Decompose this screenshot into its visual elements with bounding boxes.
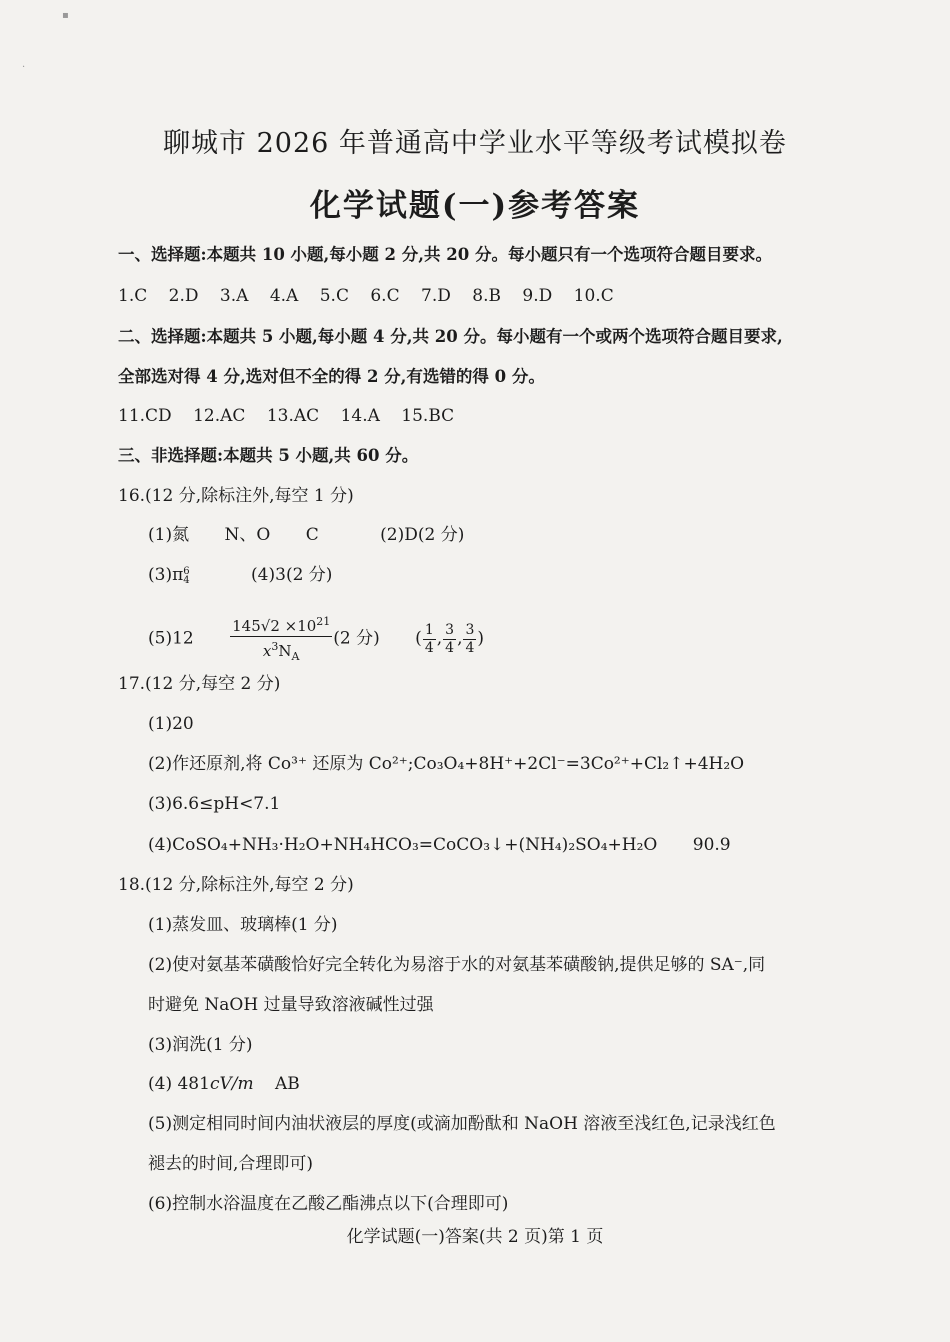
q16-p3-sup: 6 xyxy=(183,565,190,577)
q18-p4-label: (4) 481 xyxy=(148,1074,210,1094)
q17-part2: (2)作还原剂,将 Co³⁺ 还原为 Co²⁺;Co₃O₄+8H⁺+2Cl⁻=3Co²⁺+Cl₂↑+4H₂O xyxy=(148,754,745,774)
section3-heading: 三、非选择题:本题共 5 小题,共 60 分。 xyxy=(118,446,419,465)
coord-sep-2: , xyxy=(457,628,463,649)
coord-z-den: 4 xyxy=(465,639,475,656)
coord-x-den: 4 xyxy=(424,639,434,656)
coord-x xyxy=(423,622,436,657)
q16-p2: (2)D(2 分) xyxy=(380,525,465,545)
answer-2: 2.D xyxy=(168,286,199,306)
q16-p3-sub: 4 xyxy=(183,574,190,586)
answer-4: 4.A xyxy=(269,286,299,306)
q18-part5-line2: 褪去的时间,合理即可) xyxy=(148,1154,314,1174)
q18-part4 xyxy=(148,1072,300,1096)
answer-3: 3.A xyxy=(219,286,249,306)
q17-header: 17.(12 分,每空 2 分) xyxy=(118,674,281,694)
q18-part1: (1)蒸发皿、玻璃棒(1 分) xyxy=(148,915,338,935)
coord-y-den: 4 xyxy=(445,639,455,656)
q18-part5-line1: (5)测定相同时间内油状液层的厚度(或滴加酚酞和 NaOH 溶液至浅红色,记录浅红色 xyxy=(148,1114,776,1134)
q17-part4 xyxy=(148,833,731,857)
answer-12: 12.AC xyxy=(193,406,246,426)
q16-header: 16.(12 分,除标注外,每空 1 分) xyxy=(118,486,354,506)
q16-p1-b: C xyxy=(305,525,319,545)
q16-p5-den-b: N xyxy=(278,642,292,660)
coord-z xyxy=(463,622,476,657)
coord-sep-1: , xyxy=(436,628,443,649)
q17-part1: (1)20 xyxy=(148,714,194,734)
page-footer: 化学试题(一)答案(共 2 页)第 1 页 xyxy=(346,1227,604,1247)
answer-5: 5.C xyxy=(319,286,349,306)
section1-answers xyxy=(118,284,614,308)
q17-part3: (3)6.6≤pH<7.1 xyxy=(148,794,281,814)
coord-y-num: 3 xyxy=(445,621,455,638)
q18-part2-line2: 时避免 NaOH 过量导致溶液碱性过强 xyxy=(148,995,434,1015)
q16-p3-label: (3)π xyxy=(148,565,184,585)
answer-14: 14.A xyxy=(340,406,380,426)
answer-1: 1.C xyxy=(118,286,148,306)
q16-p5-label: (5)12 xyxy=(148,628,194,649)
q18-part6: (6)控制水浴温度在乙酸乙酯沸点以下(合理即可) xyxy=(148,1194,509,1214)
q17-p4-value: 90.9 xyxy=(692,835,731,855)
exam-title: 聊城市 2026 年普通高中学业水平等级考试模拟卷 xyxy=(163,128,787,159)
answer-6: 6.C xyxy=(370,286,400,306)
scan-speck: · xyxy=(22,62,26,73)
q18-p4-expr: cV/m xyxy=(209,1074,254,1094)
q16-part1-2 xyxy=(148,523,464,547)
section2-answers xyxy=(118,404,454,428)
q16-part5 xyxy=(148,612,484,666)
answer-13: 13.AC xyxy=(266,406,320,426)
q16-p1-a: N、O xyxy=(224,525,271,545)
q16-p5-num: 145√2 ×10 xyxy=(232,617,317,635)
q16-part3-4 xyxy=(148,563,332,587)
answer-11: 11.CD xyxy=(118,406,172,426)
scan-speck: ▪ xyxy=(62,10,69,21)
coord-z-num: 3 xyxy=(465,621,475,638)
q18-part2-line1: (2)使对氨基苯磺酸恰好完全转化为易溶于水的对氨基苯磺酸钠,提供足够的 SA⁻,同 xyxy=(148,955,766,975)
q18-p4-ans: AB xyxy=(275,1074,300,1094)
q17-p4-equation: (4)CoSO₄+NH₃·H₂O+NH₄HCO₃=CoCO₃↓+(NH₄)₂SO₄+H₂O xyxy=(148,835,658,855)
q18-part3: (3)润洗(1 分) xyxy=(148,1035,253,1055)
q16-p5-den-exp: 3 xyxy=(271,640,279,653)
answer-15: 15.BC xyxy=(401,406,455,426)
q18-header: 18.(12 分,除标注外,每空 2 分) xyxy=(118,875,354,895)
coord-open: ( xyxy=(415,628,422,649)
q16-p5-den-sub: A xyxy=(291,650,300,663)
q16-p4: (4)3(2 分) xyxy=(251,565,333,585)
answer-9: 9.D xyxy=(522,286,553,306)
coord-x-num: 1 xyxy=(424,621,434,638)
answer-8: 8.B xyxy=(472,286,501,306)
coord-close: ) xyxy=(477,628,485,649)
q16-p1-label: (1)氮 xyxy=(148,525,190,545)
q16-p5-density-fraction xyxy=(230,612,332,666)
q16-p5-num-exp: 21 xyxy=(316,615,331,628)
answer-7: 7.D xyxy=(421,286,451,306)
q16-p5-points: (2 分) xyxy=(333,628,380,649)
answer-key-subtitle: 化学试题(一)参考答案 xyxy=(309,188,641,224)
q16-p5-den-a: x xyxy=(262,642,272,660)
section2-heading-line2: 全部选对得 4 分,选对但不全的得 2 分,有选错的得 0 分。 xyxy=(118,367,545,386)
section2-heading-line1: 二、选择题:本题共 5 小题,每小题 4 分,共 20 分。每小题有一个或两个选项符合题目要求, xyxy=(118,327,783,346)
answer-10: 10.C xyxy=(573,286,614,306)
coord-y xyxy=(443,622,456,657)
section1-heading: 一、选择题:本题共 10 小题,每小题 2 分,共 20 分。每小题只有一个选项符合题目要求。 xyxy=(118,245,772,264)
